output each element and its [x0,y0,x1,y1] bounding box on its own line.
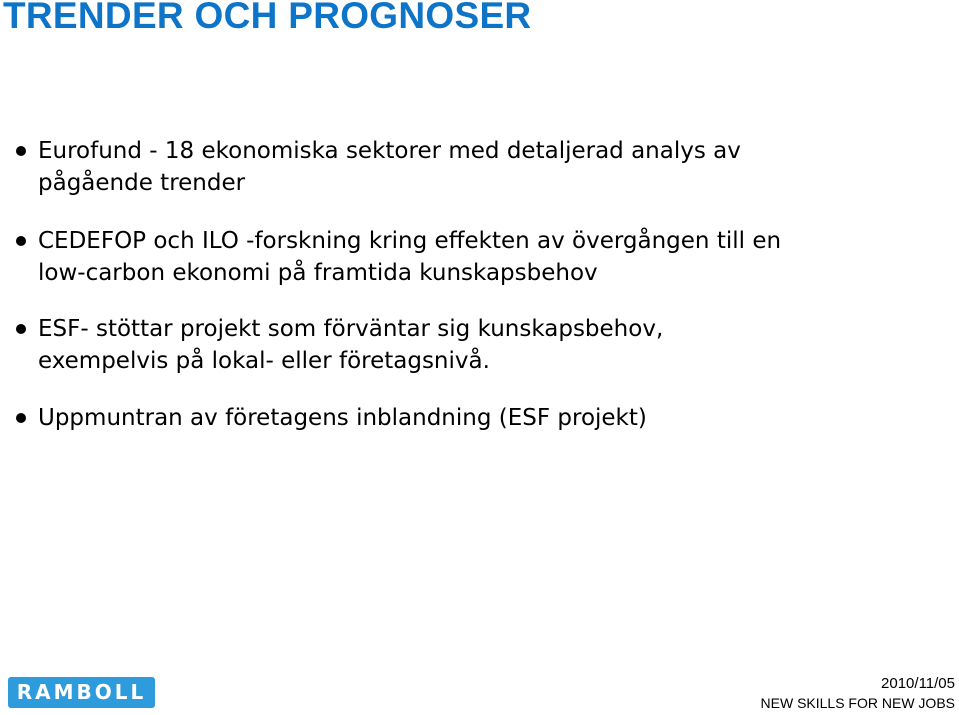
footer-date: 2010/11/05 [881,675,955,692]
footer-tagline: NEW SKILLS FOR NEW JOBS [760,695,955,711]
bullet-text: Eurofund - 18 ekonomiska sektorer med detaljerad analys av pågående trender [38,138,741,196]
bullet-text: ESF- stöttar projekt som förväntar sig kunskapsbehov, exempelvis på lokal- eller företagsnivå. [38,316,664,374]
ramboll-logo [8,677,155,708]
bullet-text: Uppmuntran av företagens inblandning (ESF projekt) [38,405,647,431]
logo-text: RAMBOLL [16,680,147,704]
slide-title: TRENDER OCH PROGNOSER [3,0,532,36]
bullet-dot-icon [16,146,26,156]
bullet-dot-icon [16,413,26,423]
bullet-dot-icon [16,324,26,334]
bullet-text: CEDEFOP och ILO -forskning kring effekten av övergången till en low-carbon ekonomi på framtida kunskapsbehov [38,228,782,286]
bullet-dot-icon [16,236,26,246]
